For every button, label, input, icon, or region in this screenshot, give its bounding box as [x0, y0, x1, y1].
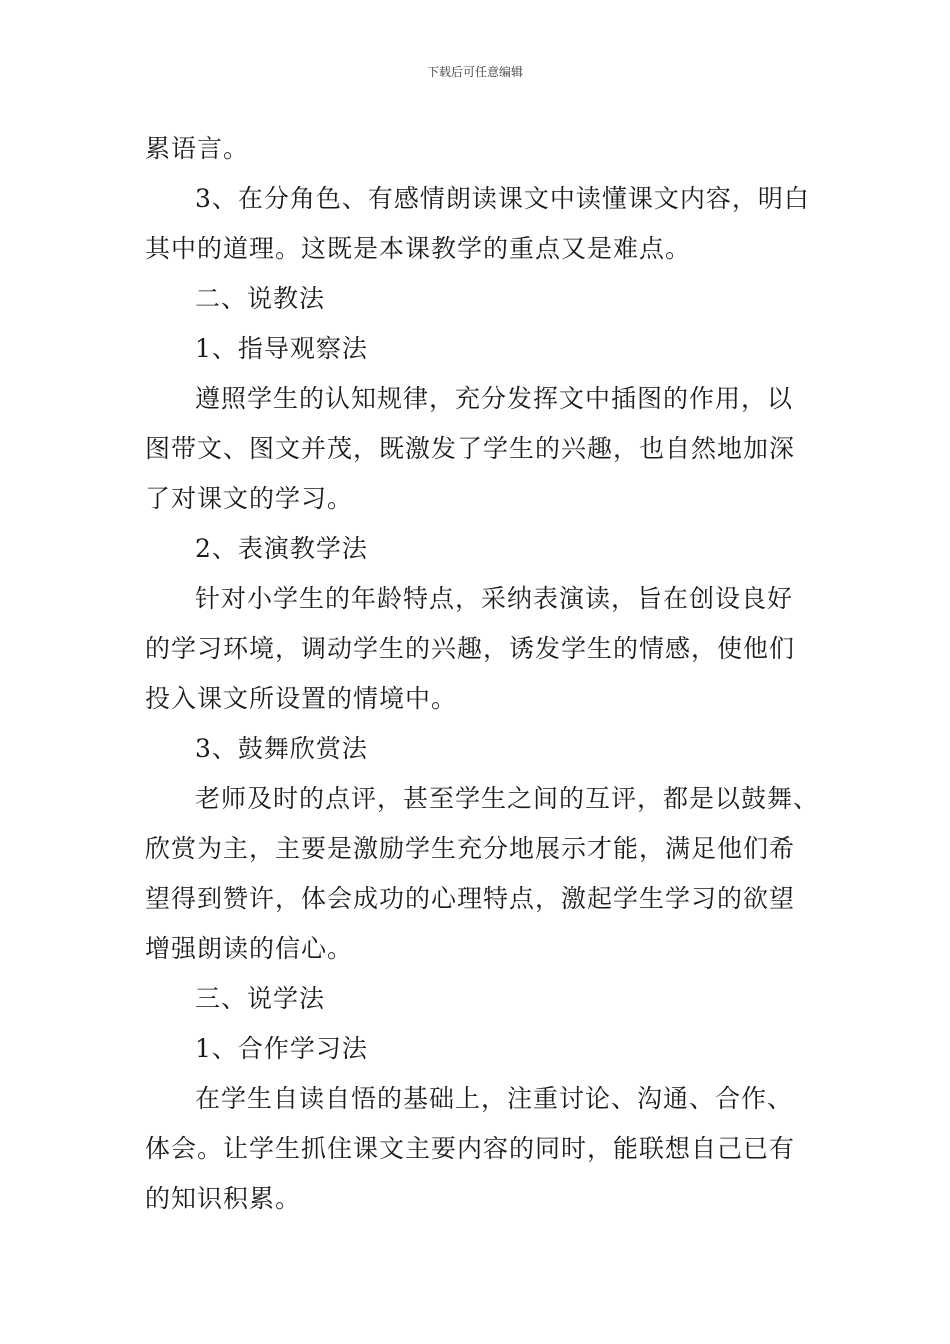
text-line: 图带文、图文并茂，既激发了学生的兴趣，也自然地加深 — [145, 434, 796, 463]
text-line: 3、在分角色、有感情朗读课文中读懂课文内容，明白 — [195, 184, 810, 213]
text-line: 了对课文的学习。 — [145, 484, 354, 513]
subsection-heading: 3、鼓舞欣赏法 — [195, 734, 368, 763]
document-body — [145, 124, 820, 1224]
text-line: 其中的道理。这既是本课教学的重点又是难点。 — [145, 234, 692, 263]
text-line: 老师及时的点评，甚至学生之间的互评，都是以鼓舞、 — [195, 784, 820, 813]
text-line: 体会。让学生抓住课文主要内容的同时，能联想自己已有 — [145, 1134, 796, 1163]
text-line: 欣赏为主，主要是激励学生充分地展示才能，满足他们希 — [145, 834, 796, 863]
text-line: 投入课文所设置的情境中。 — [145, 684, 458, 713]
section-heading: 三、说学法 — [195, 984, 326, 1013]
section-heading: 二、说教法 — [195, 284, 326, 313]
page-header: 下载后可任意编辑 — [426, 65, 523, 79]
text-line: 在学生自读自悟的基础上，注重讨论、沟通、合作、 — [195, 1084, 794, 1113]
text-line: 针对小学生的年龄特点，采纳表演读，旨在创设良好 — [195, 584, 794, 613]
text-line: 的学习环境，调动学生的兴趣，诱发学生的情感，使他们 — [145, 634, 796, 663]
text-line: 累语言。 — [145, 134, 250, 163]
text-line: 望得到赞许，体会成功的心理特点，激起学生学习的欲望 — [145, 884, 796, 913]
subsection-heading: 1、合作学习法 — [195, 1034, 368, 1063]
subsection-heading: 1、指导观察法 — [195, 334, 368, 363]
subsection-heading: 2、表演教学法 — [195, 534, 368, 563]
text-line: 的知识积累。 — [145, 1184, 302, 1213]
text-line: 增强朗读的信心。 — [145, 934, 354, 963]
text-line: 遵照学生的认知规律，充分发挥文中插图的作用，以 — [195, 384, 794, 413]
